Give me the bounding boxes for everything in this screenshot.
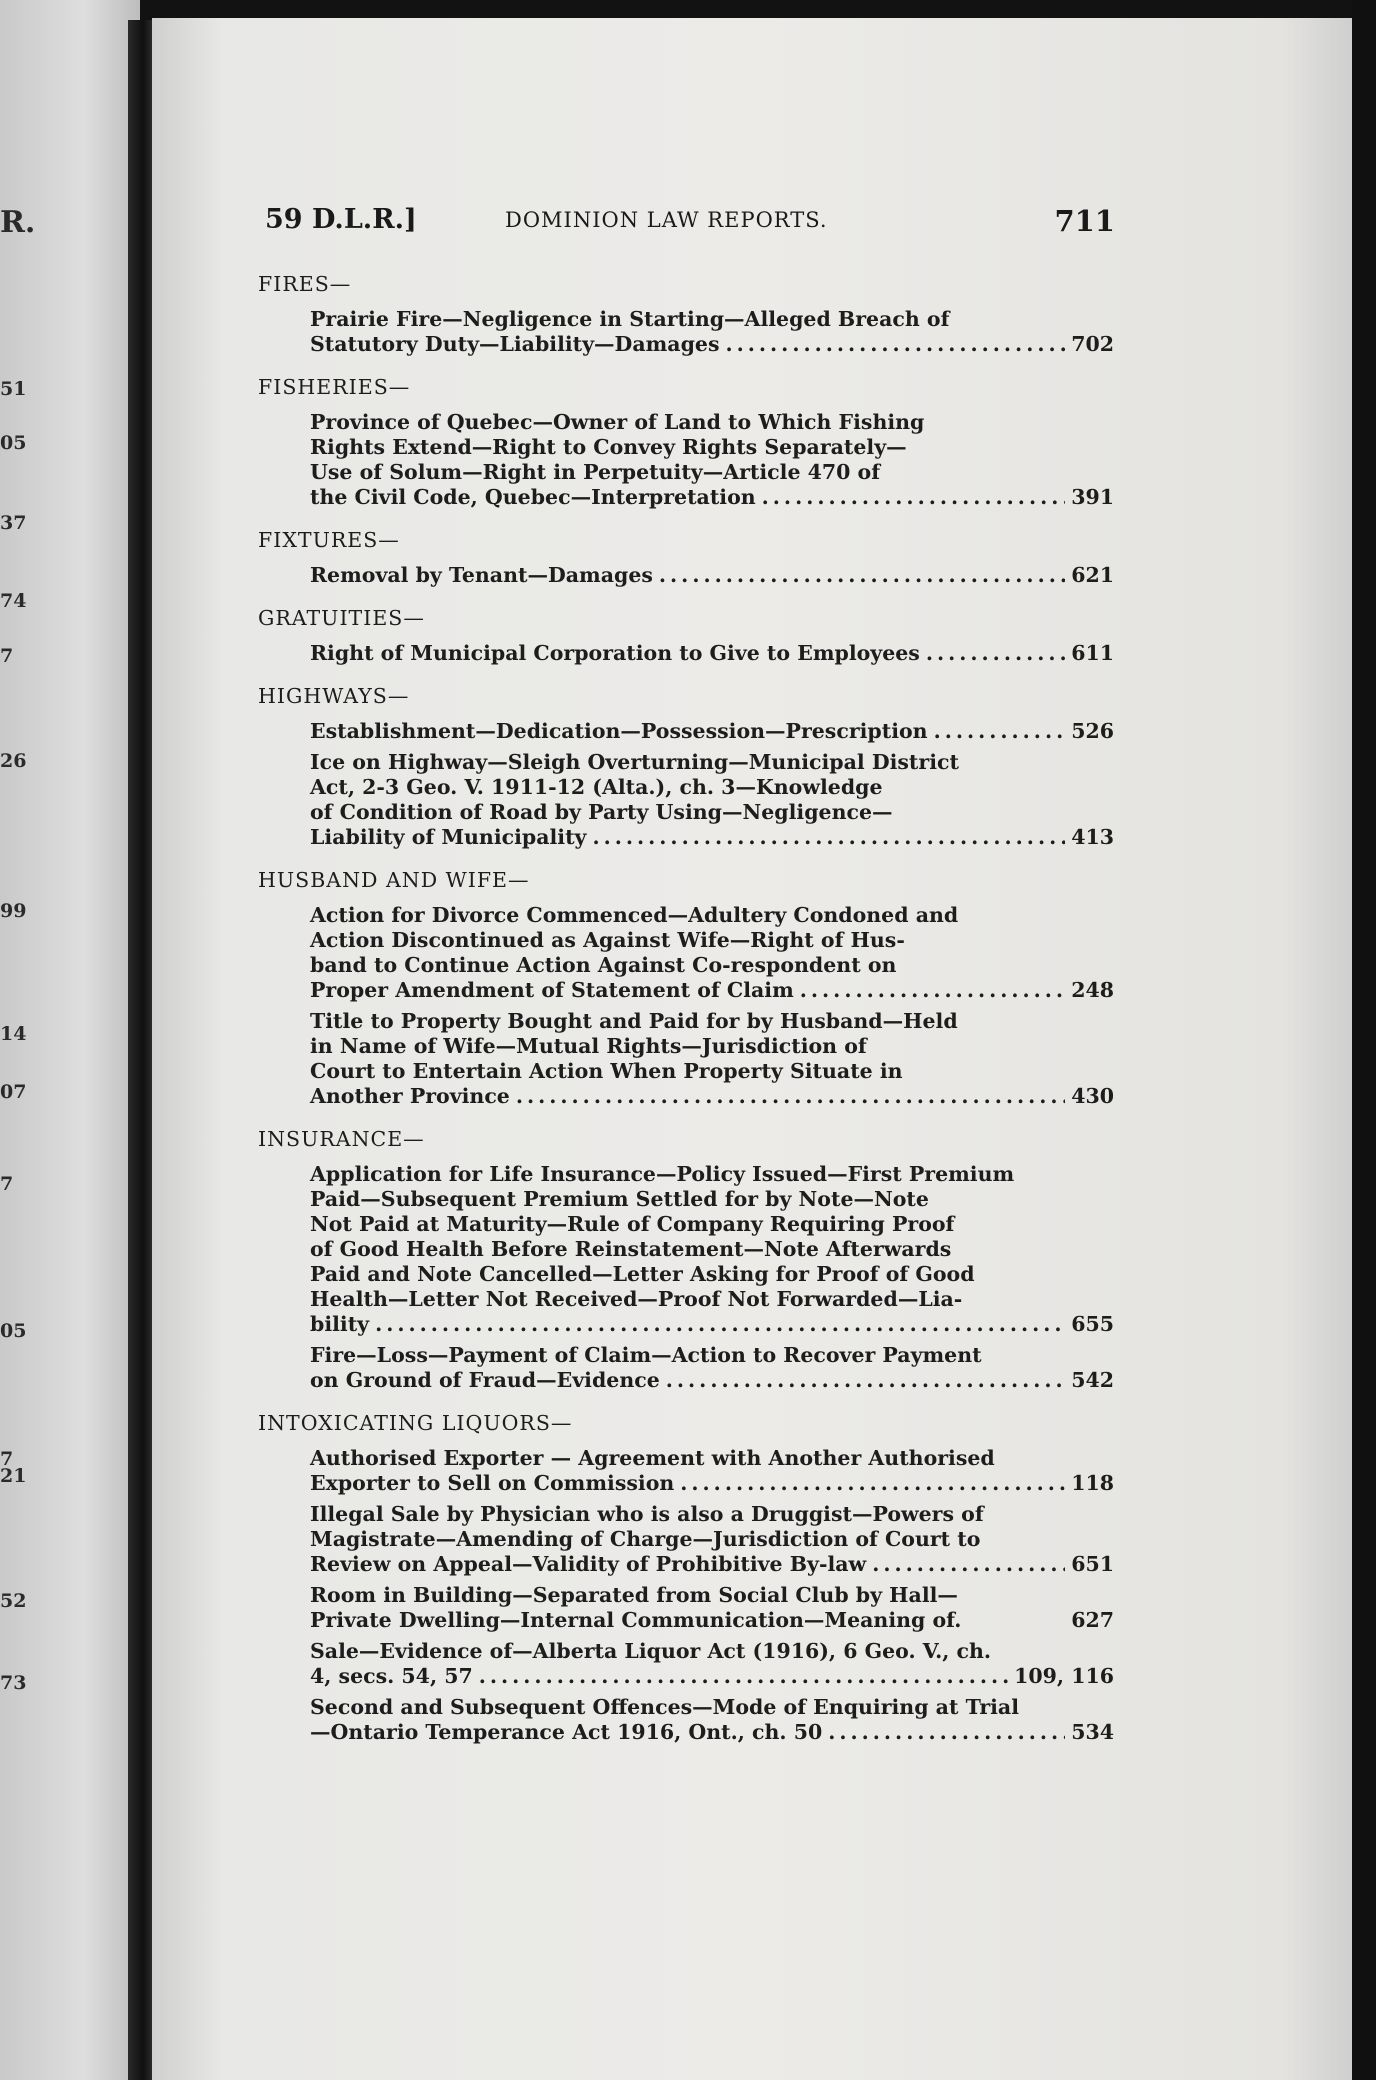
facing-page-fragment: 26 [0, 750, 27, 772]
entry-final-line [310, 1312, 1114, 1337]
entry-line: Private Dwelling—Internal Communication—Meaning of. [310, 1608, 962, 1632]
entry-line: Act, 2-3 Geo. V. 1911-12 (Alta.), ch. 3—Knowledge [310, 775, 883, 799]
index-section [258, 1127, 1114, 1393]
entry-final-line [310, 1368, 1114, 1393]
index-section [258, 684, 1114, 850]
entry-final-line [310, 332, 1114, 357]
entry-line: Exporter to Sell on Commission [310, 1471, 675, 1495]
entry-line: Ice on Highway—Sleigh Overturning—Municipal District [310, 750, 959, 774]
dot-leader [828, 1720, 1065, 1745]
entry-line: Prairie Fire—Negligence in Starting—Alleged Breach of [310, 307, 950, 331]
entry-final-line [310, 825, 1114, 850]
entry-line: Title to Property Bought and Paid for by Husband—Held [310, 1009, 958, 1033]
index-section [258, 868, 1114, 1109]
page-reference: 109, 116 [1014, 1664, 1114, 1688]
facing-page-fragment: 21 [0, 1465, 27, 1487]
facing-page-fragment: 74 [0, 590, 27, 612]
facing-page-fragment: 99 [0, 900, 27, 922]
index-section [258, 272, 1114, 357]
entry-line: in Name of Wife—Mutual Rights—Jurisdiction of [310, 1034, 867, 1058]
section-heading: GRATUITIES— [258, 606, 425, 630]
page-reference: 651 [1071, 1552, 1114, 1576]
index-entry [310, 563, 1114, 588]
facing-page-fragment: 07 [0, 1081, 27, 1103]
dot-leader [726, 332, 1066, 357]
entry-line: Action for Divorce Commenced—Adultery Condoned and [310, 903, 959, 927]
entry-final-line [310, 1471, 1114, 1496]
entry-line: Statutory Duty—Liability—Damages [310, 332, 720, 356]
dot-leader [516, 1084, 1065, 1109]
dot-leader [800, 978, 1065, 1003]
entry-final-line [310, 1664, 1114, 1689]
index-entry [310, 750, 1114, 850]
index-section [258, 528, 1114, 588]
section-heading: FIRES— [258, 272, 352, 296]
entry-line: Review on Appeal—Validity of Prohibitive By-law [310, 1552, 867, 1576]
dot-leader [592, 825, 1065, 850]
entry-line: of Good Health Before Reinstatement—Note Afterwards [310, 1237, 952, 1261]
entry-line: bility [310, 1312, 370, 1336]
entry-line: of Condition of Road by Party Using—Negligence— [310, 800, 893, 824]
entry-line: Room in Building—Separated from Social Club by Hall— [310, 1583, 958, 1607]
section-heading: FIXTURES— [258, 528, 400, 552]
entry-line: —Ontario Temperance Act 1916, Ont., ch. 50 [310, 1720, 823, 1744]
facing-page-fragment: 14 [0, 1023, 27, 1045]
facing-page-fragment: R. [0, 205, 36, 240]
index-entry [310, 1343, 1114, 1393]
index-entry [310, 641, 1114, 666]
page-reference: 655 [1071, 1312, 1114, 1336]
entry-line: Health—Letter Not Received—Proof Not Forwarded—Lia- [310, 1287, 963, 1311]
facing-page-fragment: 37 [0, 512, 27, 534]
entry-line: Authorised Exporter — Agreement with Another Authorised [310, 1446, 995, 1470]
index-entry [310, 1695, 1114, 1745]
entry-line: Court to Entertain Action When Property Situate in [310, 1059, 903, 1083]
index-entry [310, 1446, 1114, 1496]
entry-final-line [310, 1608, 1114, 1633]
entry-line: Liability of Municipality [310, 825, 587, 849]
facing-page-fragment: 52 [0, 1590, 27, 1612]
entry-final-line [310, 978, 1114, 1003]
page-reference: 627 [1071, 1608, 1114, 1632]
index-entry [310, 903, 1114, 1003]
entry-line: Another Province [310, 1084, 510, 1108]
dot-leader [926, 641, 1065, 666]
entry-final-line [310, 485, 1114, 510]
entry-line: Right of Municipal Corporation to Give to Employees [310, 641, 920, 665]
page-reference: 118 [1071, 1471, 1114, 1495]
entry-final-line [310, 1084, 1114, 1109]
dot-leader [666, 1368, 1065, 1393]
page-reference: 430 [1071, 1084, 1114, 1108]
section-heading: HIGHWAYS— [258, 684, 410, 708]
index-entry [310, 1162, 1114, 1337]
running-header [265, 200, 1115, 250]
entry-line: Sale—Evidence of—Alberta Liquor Act (1916), 6 Geo. V., ch. [310, 1639, 992, 1663]
entry-line: band to Continue Action Against Co-respondent on [310, 953, 897, 977]
subject-index [258, 272, 1114, 1763]
entry-line: Illegal Sale by Physician who is also a Druggist—Powers of [310, 1502, 984, 1526]
entry-line: Use of Solum—Right in Perpetuity—Article 470 of [310, 460, 881, 484]
facing-page-fragment: 05 [0, 432, 27, 454]
dot-leader [375, 1312, 1065, 1337]
entry-line: Rights Extend—Right to Convey Rights Separately— [310, 435, 907, 459]
scan-border [1352, 0, 1376, 2080]
entry-line: Removal by Tenant—Damages [310, 563, 653, 587]
entry-line: Magistrate—Amending of Charge—Jurisdiction of Court to [310, 1527, 981, 1551]
page-reference: 526 [1071, 719, 1114, 743]
entry-line: on Ground of Fraud—Evidence [310, 1368, 660, 1392]
page-reference: 413 [1071, 825, 1114, 849]
facing-page-fragment: 05 [0, 1320, 27, 1342]
entry-line: Second and Subsequent Offences—Mode of Enquiring at Trial [310, 1695, 1019, 1719]
entry-line: Province of Quebec—Owner of Land to Which Fishing [310, 410, 925, 434]
entry-line: 4, secs. 54, 57 [310, 1664, 473, 1688]
section-heading: FISHERIES— [258, 375, 411, 399]
page-reference: 248 [1071, 978, 1114, 1002]
index-section [258, 606, 1114, 666]
index-entry [310, 410, 1114, 510]
section-heading: INSURANCE— [258, 1127, 425, 1151]
entry-line: Fire—Loss—Payment of Claim—Action to Recover Payment [310, 1343, 982, 1367]
page-reference: 534 [1071, 1720, 1114, 1744]
dot-leader [872, 1552, 1065, 1577]
page-reference: 542 [1071, 1368, 1114, 1392]
index-entry [310, 1639, 1114, 1689]
entry-final-line [310, 641, 1114, 666]
page-reference: 702 [1071, 332, 1114, 356]
facing-page-fragment: 7 [0, 645, 14, 667]
dot-leader [934, 719, 1066, 744]
entry-line: Action Discontinued as Against Wife—Right of Hus- [310, 928, 905, 952]
section-heading: HUSBAND AND WIFE— [258, 868, 530, 892]
publication-title: DOMINION LAW REPORTS. [505, 208, 828, 232]
page-number: 711 [1054, 204, 1115, 238]
entry-final-line [310, 1552, 1114, 1577]
entry-final-line [310, 1720, 1114, 1745]
facing-page-fragment: 7 [0, 1173, 14, 1195]
page-reference: 391 [1071, 485, 1114, 509]
index-entry [310, 307, 1114, 357]
facing-page-fragment: 51 [0, 378, 27, 400]
volume-reference: 59 D.L.R.] [265, 204, 417, 235]
section-heading: INTOXICATING LIQUORS— [258, 1411, 573, 1435]
facing-page-edge [0, 0, 140, 2080]
entry-line: Paid and Note Cancelled—Letter Asking for Proof of Good [310, 1262, 975, 1286]
page-reference: 611 [1071, 641, 1114, 665]
dot-leader [762, 485, 1066, 510]
entry-line: Proper Amendment of Statement of Claim [310, 978, 794, 1002]
entry-line: Not Paid at Maturity—Rule of Company Requiring Proof [310, 1212, 955, 1236]
entry-line: Establishment—Dedication—Possession—Prescription [310, 719, 928, 743]
index-entry [310, 1009, 1114, 1109]
entry-final-line [310, 563, 1114, 588]
page-reference: 621 [1071, 563, 1114, 587]
dot-leader [659, 563, 1065, 588]
dot-leader [680, 1471, 1065, 1496]
index-section [258, 1411, 1114, 1745]
entry-line: Paid—Subsequent Premium Settled for by Note—Note [310, 1187, 929, 1211]
index-entry [310, 1583, 1114, 1633]
facing-page-fragment: 7 [0, 1448, 14, 1470]
index-section [258, 375, 1114, 510]
index-entry [310, 1502, 1114, 1577]
facing-page-fragment: 73 [0, 1672, 27, 1694]
dot-leader [479, 1664, 1008, 1689]
entry-line: the Civil Code, Quebec—Interpretation [310, 485, 756, 509]
index-entry [310, 719, 1114, 744]
entry-final-line [310, 719, 1114, 744]
entry-line: Application for Life Insurance—Policy Issued—First Premium [310, 1162, 1015, 1186]
